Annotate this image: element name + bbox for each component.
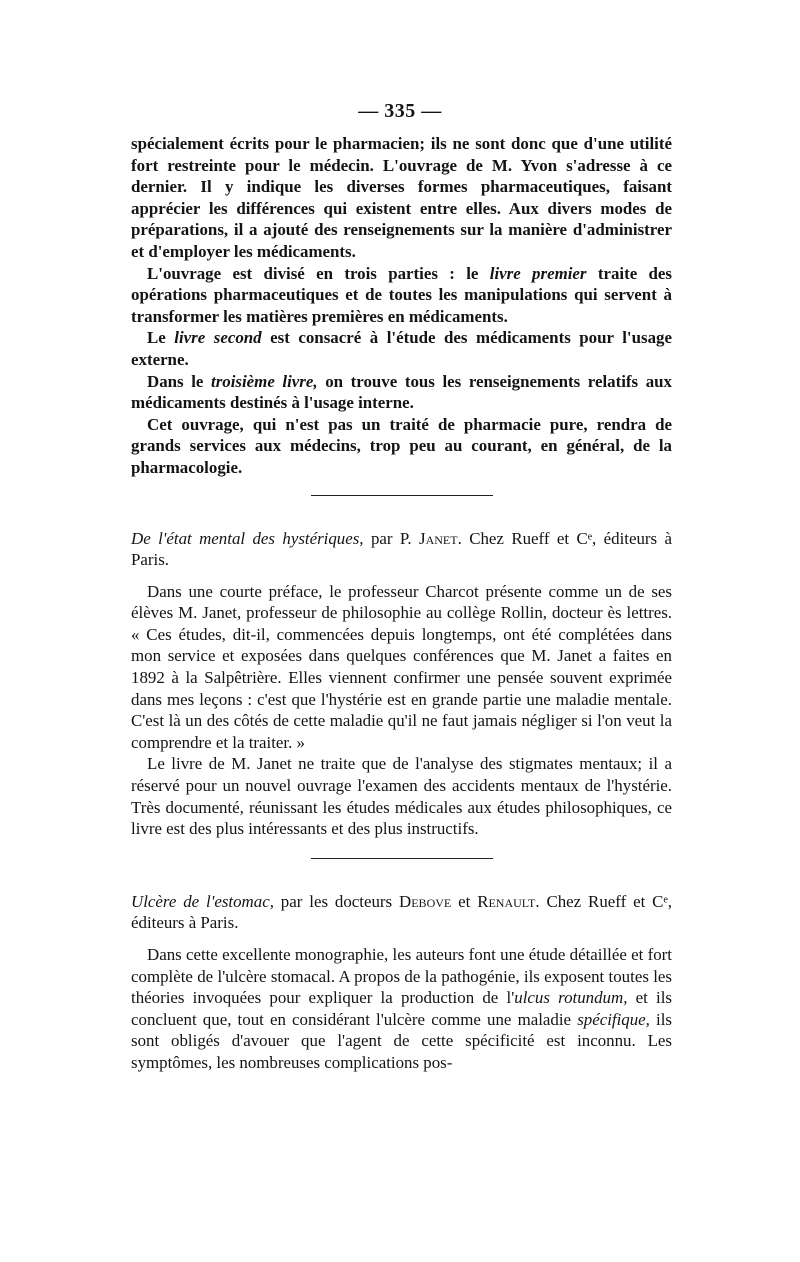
paragraph: Dans une courte préface, le professeur Charcot présente comme un de ses élèves M. Janet, professeur de philosophie au collège Rollin, docteur ès lettres. « Ces études, dit-il, commencées depuis longtemps, ont été complétées dans mon service et exposées dans quelques conférences que M. Janet a faites en 1892 à la Salpêtrière. Elles viennent confirmer une pensée souvent exprimée dans mes leçons : c'est que l'hystérie est en grande partie une maladie mentale. C'est là un des côtés de cette maladie qu'il ne faut jamais négliger si l'on veut la comprendre et la traiter. » — [131, 581, 672, 752]
section-divider — [311, 858, 493, 859]
section-divider — [311, 495, 493, 496]
book-title: De l'état mental des hystériques, — [131, 528, 364, 548]
text-run: par P. — [363, 528, 420, 548]
paragraph — [131, 944, 672, 1074]
text-run: L'ouvrage est divisé en trois parties : le — [147, 263, 490, 283]
paragraph: Cet ouvrage, qui n'est pas un traité de pharmacie pure, rendra de grands services aux médecins, trop peu au courant, en général, de la pharmacologie. — [131, 414, 672, 477]
author-name: Janet — [419, 528, 458, 548]
text-run: et ils concluent que, tout en considérant l'ulcère comme une maladie — [131, 988, 672, 1029]
italic-text: spécifique, — [577, 1009, 650, 1029]
text-run: Le — [147, 328, 175, 348]
author-name: Renault — [477, 891, 536, 911]
review-hysteria — [131, 528, 672, 840]
paragraph — [131, 263, 672, 328]
italic-text: livre second — [174, 328, 262, 348]
text-run: est consacré à l'étude des médicaments pour l'usage externe. — [131, 328, 672, 369]
italic-text: ulcus rotundum, — [514, 988, 628, 1008]
text-run: et — [451, 891, 478, 911]
text-run: par les docteurs — [273, 891, 400, 911]
review-heading — [131, 528, 672, 571]
publisher: . Chez Rueff et Cᵉ, éditeurs à Paris. — [131, 891, 672, 933]
text-run: Dans le — [147, 371, 212, 391]
text-run: Dans cette excellente monographie, les auteurs font une étude détaillée et fort complète de l'ulcère stomacal. A propos de la pathogénie, ils exposent toutes les théories invoquées pour expliquer la production de l' — [131, 945, 672, 1008]
paragraph: spécialement écrits pour le pharmacien; ils ne sont donc que d'une utilité fort restreinte pour le médecin. L'ouvrage de M. Yvon s'adresse à ce dernier. Il y indique les diverses formes pharmaceutiques, faisant apprécier les différences qui existent entre elles. Aux divers modes de préparations, il a ajouté des renseignements sur la manière d'administrer et d'employer les médicaments. — [131, 134, 672, 261]
paragraph — [131, 371, 672, 414]
italic-text: livre premier — [489, 263, 587, 283]
publisher: . Chez Rueff et Cᵉ, éditeurs à Paris. — [131, 528, 673, 570]
page-number: — 335 — — [358, 100, 442, 122]
text-run: traite des opérations pharmaceutiques et de toutes les manipulations qui servent à transformer les matières premières en médicaments. — [131, 263, 673, 326]
book-title: Ulcère de l'estomac, — [131, 891, 274, 911]
text-run: ils sont obligés d'avouer que l'agent de cette spécificité est inconnu. Les symptômes, les nombreuses complications pos- — [131, 1009, 672, 1072]
pharmacy-book-review-continuation — [131, 133, 672, 479]
text-run: on trouve tous les renseignements relatifs aux médicaments destinés à l'usage interne. — [131, 371, 673, 413]
review-heading — [131, 891, 672, 934]
page-body — [131, 133, 672, 1074]
review-ulcer — [131, 891, 672, 1074]
author-name: Debove — [399, 891, 452, 911]
paragraph — [131, 327, 672, 370]
italic-text: troisième livre, — [211, 371, 318, 391]
paragraph: Le livre de M. Janet ne traite que de l'analyse des stigmates mentaux; il a réservé pour un nouvel ouvrage l'examen des accidents mentaux de l'hystérie. Très documenté, réunissant les études médicales aux études philosophiques, ce livre est des plus intéressants et des plus instructifs. — [131, 754, 672, 839]
